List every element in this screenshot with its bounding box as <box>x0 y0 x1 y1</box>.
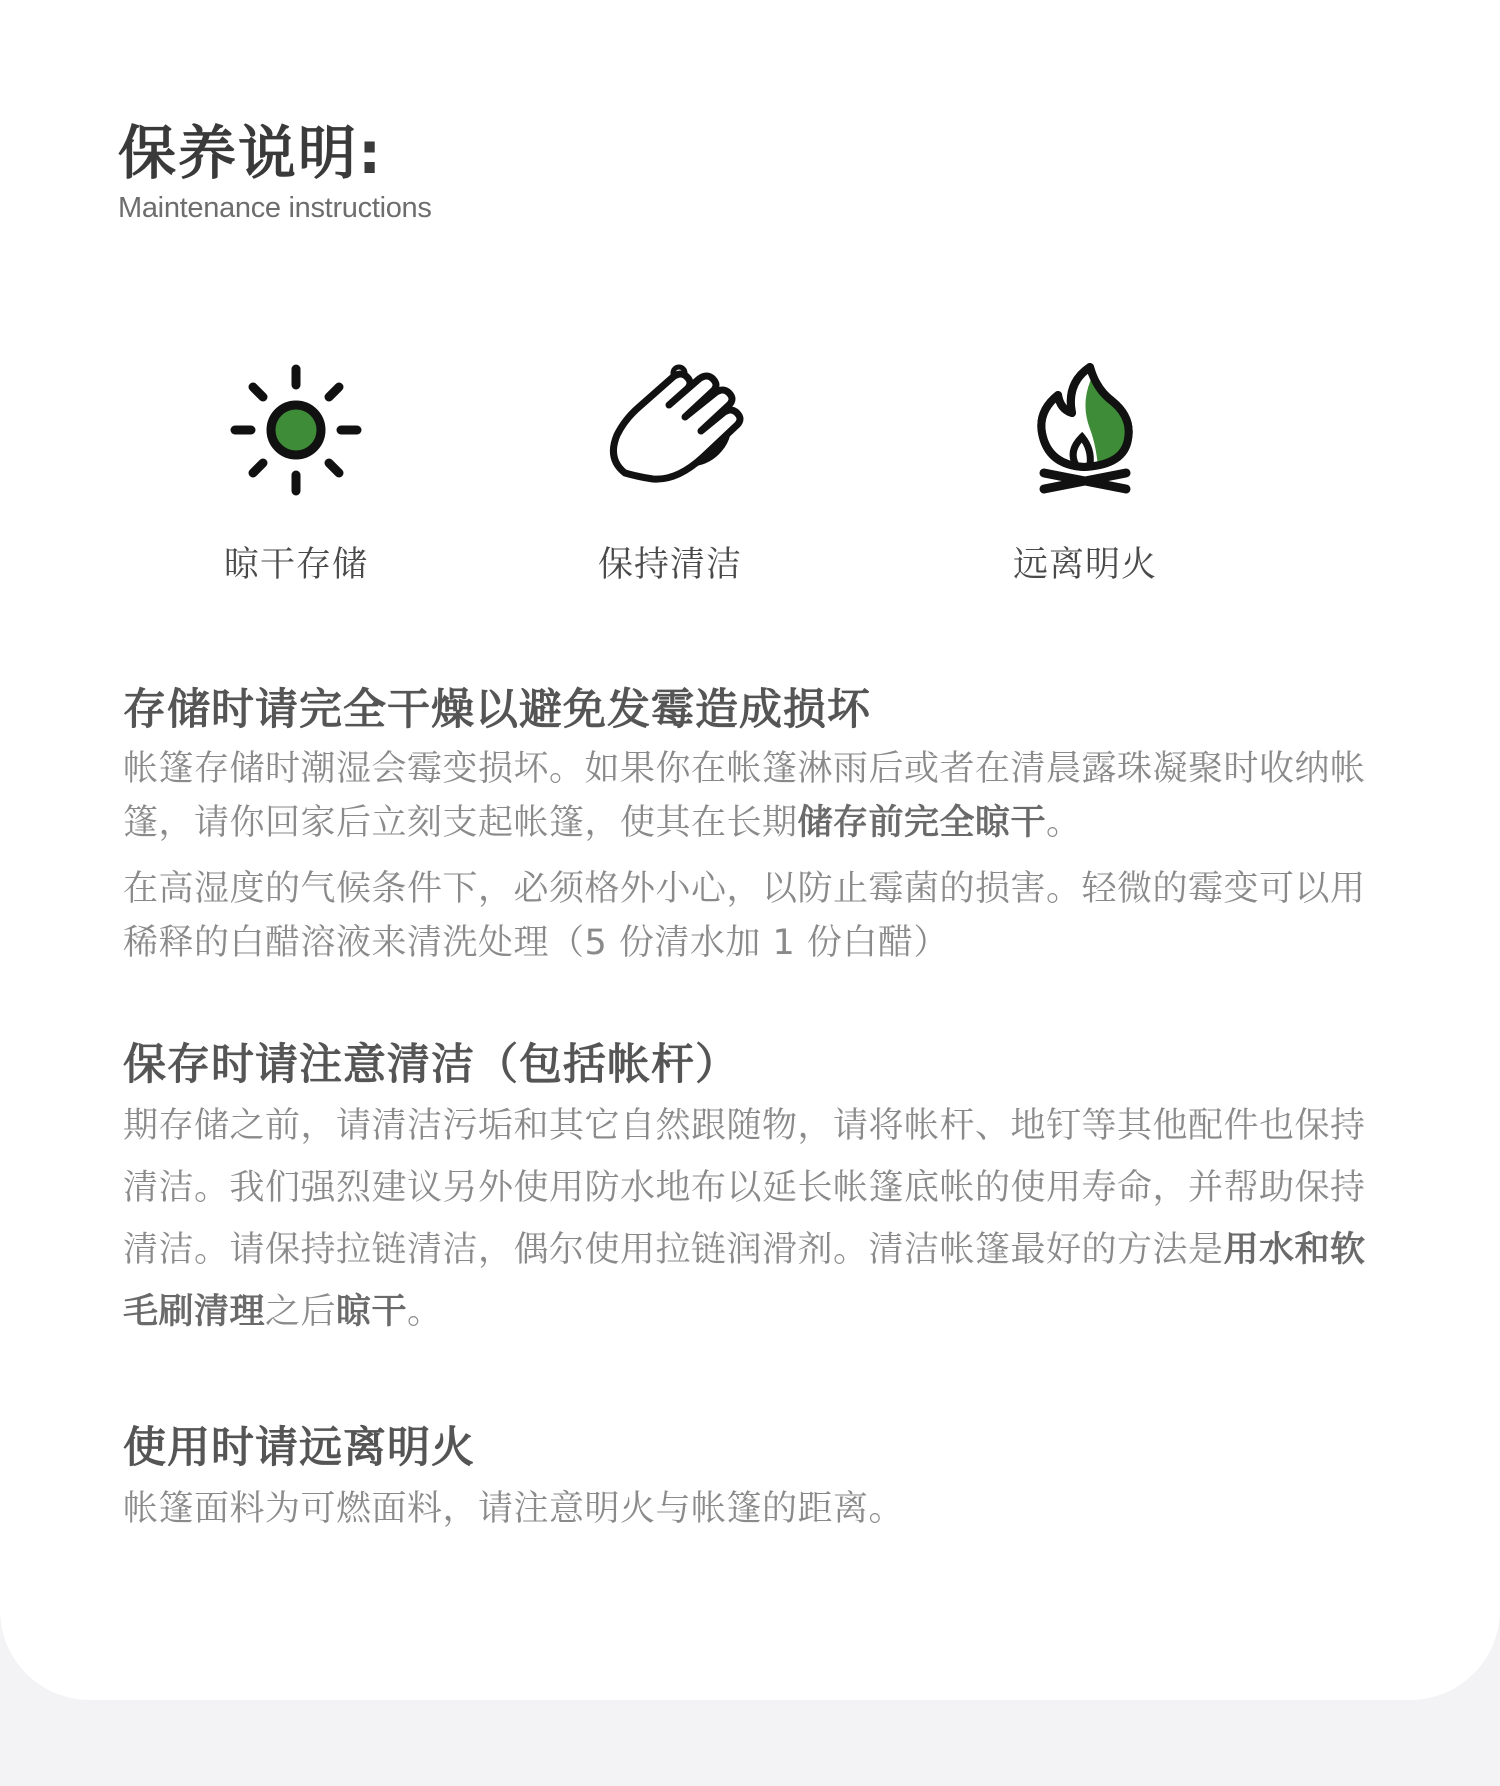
paragraph-text: 。 <box>1046 803 1082 843</box>
section-paragraph-dry-storage-1 <box>123 742 1383 850</box>
section-heading-away-from-fire: 使用时请远离明火 <box>123 1423 475 1473</box>
paragraph-text: 帐篷存储时潮湿会霉变损坏。如果你在帐篷淋雨后或者在清晨露珠凝聚时收纳帐篷，请你回家后立刻支起帐篷，使其在长期 <box>123 749 1366 843</box>
paragraph-text: 。 <box>407 1292 443 1332</box>
section-paragraph-dry-storage-2: 在高湿度的气候条件下，必须格外小心，以防止霉菌的损害。轻微的霉变可以用稀释的白醋溶液来清洗处理（5 份清水加 1 份白醋） <box>123 869 1366 963</box>
title-block <box>118 118 432 225</box>
section-away-from-fire <box>123 1418 1383 1536</box>
icon-label-keep-clean: 保持清洁 <box>597 545 742 585</box>
campfire-icon <box>1010 355 1160 505</box>
section-keep-clean <box>123 1035 1383 1343</box>
section-heading-keep-clean: 保存时请注意清洁（包括帐杆） <box>123 1040 739 1090</box>
section-paragraph-keep-clean <box>123 1095 1383 1343</box>
icon-item-dry-storage <box>166 355 426 587</box>
icon-item-keep-clean <box>540 355 800 587</box>
icon-label-away-from-fire: 远离明火 <box>1012 545 1157 585</box>
section-heading-dry-storage: 存储时请完全干燥以避免发霉造成损坏 <box>123 685 871 735</box>
paragraph-emphasis: 储存前完全晾干 <box>797 803 1047 843</box>
paragraph-emphasis: 用水和软毛刷清理 <box>123 1230 1366 1332</box>
paragraph-text: 期存储之前，请清洁污垢和其它自然跟随物，请将帐杆、地钉等其他配件也保持清洁。我们强烈建议另外使用防水地布以延长帐篷底帐的使用寿命，并帮助保持清洁。请保持拉链清洁，偶尔使用拉链润滑剂。清洁帐篷最好的方法是 <box>123 1106 1366 1270</box>
paragraph-emphasis: 晾干 <box>336 1292 408 1332</box>
section-paragraph-away-from-fire: 帐篷面料为可燃面料，请注意明火与帐篷的距离。 <box>123 1489 905 1529</box>
icon-label-dry-storage: 晾干存储 <box>223 545 368 585</box>
icons-row <box>0 355 1500 595</box>
paragraph-text: 之后 <box>265 1292 337 1332</box>
washing-hands-icon <box>595 355 745 505</box>
section-dry-storage <box>123 680 1383 970</box>
page-subtitle: Maintenance instructions <box>118 192 432 224</box>
sun-icon <box>221 355 371 505</box>
page-title: 保养说明: <box>118 119 384 187</box>
icon-item-away-from-fire <box>955 355 1215 587</box>
